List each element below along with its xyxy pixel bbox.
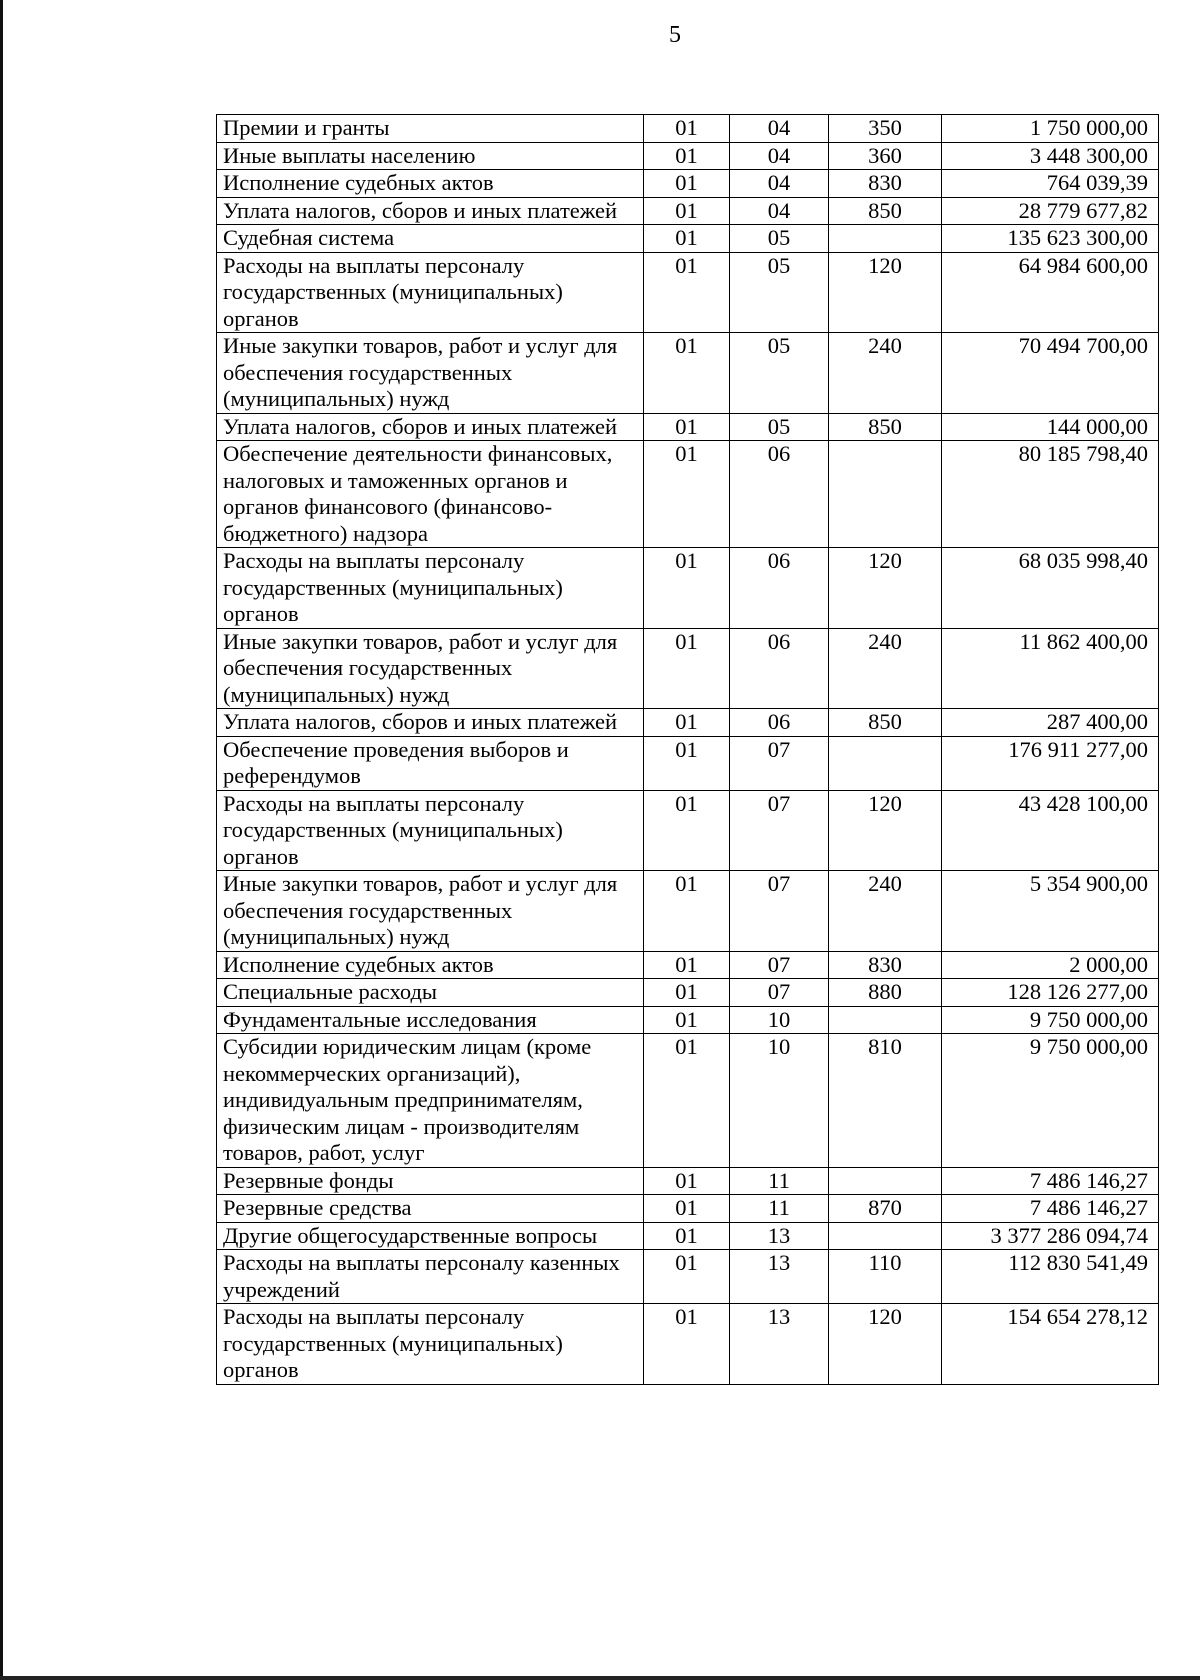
table-row <box>217 871 1159 952</box>
amount-cell: 43 428 100,00 <box>942 790 1159 871</box>
amount-cell: 2 000,00 <box>942 951 1159 979</box>
subsection-code-cell: 13 <box>730 1250 829 1304</box>
section-code-cell: 01 <box>644 413 730 441</box>
expense-type-code-cell: 110 <box>829 1250 942 1304</box>
expense-name-cell: Исполнение судебных актов <box>217 170 644 198</box>
amount-cell: 3 448 300,00 <box>942 142 1159 170</box>
subsection-code-cell: 05 <box>730 413 829 441</box>
expense-type-code-cell <box>829 441 942 548</box>
table-row <box>217 1034 1159 1168</box>
section-code-cell: 01 <box>644 225 730 253</box>
expense-type-code-cell <box>829 1167 942 1195</box>
expense-name-cell: Расходы на выплаты персоналу государственных (муниципальных) органов <box>217 1304 644 1385</box>
amount-cell: 80 185 798,40 <box>942 441 1159 548</box>
subsection-code-cell: 04 <box>730 142 829 170</box>
subsection-code-cell: 05 <box>730 333 829 414</box>
expense-type-code-cell: 120 <box>829 252 942 333</box>
subsection-code-cell: 04 <box>730 197 829 225</box>
page-edge-left <box>0 0 3 1680</box>
expense-type-code-cell <box>829 1006 942 1034</box>
section-code-cell: 01 <box>644 790 730 871</box>
expense-name-cell: Расходы на выплаты персоналу государственных (муниципальных) органов <box>217 548 644 629</box>
expense-type-code-cell: 350 <box>829 115 942 143</box>
expense-name-cell: Фундаментальные исследования <box>217 1006 644 1034</box>
table-row <box>217 252 1159 333</box>
expense-type-code-cell: 880 <box>829 979 942 1007</box>
amount-cell: 135 623 300,00 <box>942 225 1159 253</box>
expense-name-cell: Иные закупки товаров, работ и услуг для обеспечения государственных (муниципальных) нужд <box>217 628 644 709</box>
table-row <box>217 441 1159 548</box>
table-row <box>217 1006 1159 1034</box>
expense-type-code-cell: 830 <box>829 170 942 198</box>
subsection-code-cell: 07 <box>730 871 829 952</box>
section-code-cell: 01 <box>644 1222 730 1250</box>
expense-type-code-cell: 240 <box>829 871 942 952</box>
table-row <box>217 1222 1159 1250</box>
expense-type-code-cell: 240 <box>829 333 942 414</box>
amount-cell: 176 911 277,00 <box>942 736 1159 790</box>
table-row <box>217 548 1159 629</box>
expense-type-code-cell: 120 <box>829 548 942 629</box>
expense-name-cell: Уплата налогов, сборов и иных платежей <box>217 413 644 441</box>
section-code-cell: 01 <box>644 252 730 333</box>
expense-type-code-cell: 850 <box>829 709 942 737</box>
amount-cell: 3 377 286 094,74 <box>942 1222 1159 1250</box>
expense-name-cell: Обеспечение деятельности финансовых, налоговых и таможенных органов и органов финансового (финансово-бюджетного) надзора <box>217 441 644 548</box>
amount-cell: 9 750 000,00 <box>942 1034 1159 1168</box>
expense-type-code-cell: 360 <box>829 142 942 170</box>
section-code-cell: 01 <box>644 1006 730 1034</box>
amount-cell: 11 862 400,00 <box>942 628 1159 709</box>
amount-cell: 287 400,00 <box>942 709 1159 737</box>
expense-type-code-cell: 850 <box>829 413 942 441</box>
table-row <box>217 709 1159 737</box>
subsection-code-cell: 06 <box>730 548 829 629</box>
table-row <box>217 1167 1159 1195</box>
subsection-code-cell: 10 <box>730 1006 829 1034</box>
subsection-code-cell: 05 <box>730 225 829 253</box>
subsection-code-cell: 05 <box>730 252 829 333</box>
amount-cell: 1 750 000,00 <box>942 115 1159 143</box>
subsection-code-cell: 07 <box>730 951 829 979</box>
table-row <box>217 225 1159 253</box>
expense-name-cell: Специальные расходы <box>217 979 644 1007</box>
expense-type-code-cell: 870 <box>829 1195 942 1223</box>
subsection-code-cell: 11 <box>730 1195 829 1223</box>
expense-name-cell: Иные закупки товаров, работ и услуг для обеспечения государственных (муниципальных) нужд <box>217 871 644 952</box>
subsection-code-cell: 11 <box>730 1167 829 1195</box>
subsection-code-cell: 10 <box>730 1034 829 1168</box>
expense-name-cell: Премии и гранты <box>217 115 644 143</box>
subsection-code-cell: 06 <box>730 441 829 548</box>
subsection-code-cell: 07 <box>730 979 829 1007</box>
table-row <box>217 142 1159 170</box>
amount-cell: 128 126 277,00 <box>942 979 1159 1007</box>
section-code-cell: 01 <box>644 142 730 170</box>
expense-name-cell: Расходы на выплаты персоналу государственных (муниципальных) органов <box>217 252 644 333</box>
amount-cell: 7 486 146,27 <box>942 1195 1159 1223</box>
section-code-cell: 01 <box>644 628 730 709</box>
section-code-cell: 01 <box>644 951 730 979</box>
table-row <box>217 979 1159 1007</box>
expense-type-code-cell: 120 <box>829 1304 942 1385</box>
expense-type-code-cell <box>829 225 942 253</box>
expense-name-cell: Исполнение судебных актов <box>217 951 644 979</box>
amount-cell: 68 035 998,40 <box>942 548 1159 629</box>
amount-cell: 764 039,39 <box>942 170 1159 198</box>
section-code-cell: 01 <box>644 736 730 790</box>
expense-name-cell: Другие общегосударственные вопросы <box>217 1222 644 1250</box>
section-code-cell: 01 <box>644 333 730 414</box>
amount-cell: 144 000,00 <box>942 413 1159 441</box>
expense-name-cell: Уплата налогов, сборов и иных платежей <box>217 197 644 225</box>
section-code-cell: 01 <box>644 1195 730 1223</box>
section-code-cell: 01 <box>644 441 730 548</box>
expense-type-code-cell: 830 <box>829 951 942 979</box>
amount-cell: 5 354 900,00 <box>942 871 1159 952</box>
section-code-cell: 01 <box>644 1034 730 1168</box>
expense-name-cell: Расходы на выплаты персоналу казенных учреждений <box>217 1250 644 1304</box>
section-code-cell: 01 <box>644 170 730 198</box>
expense-name-cell: Резервные средства <box>217 1195 644 1223</box>
table-row <box>217 1304 1159 1385</box>
subsection-code-cell: 13 <box>730 1222 829 1250</box>
section-code-cell: 01 <box>644 1250 730 1304</box>
section-code-cell: 01 <box>644 197 730 225</box>
expense-name-cell: Субсидии юридическим лицам (кроме некоммерческих организаций), индивидуальным предпринимателям, физическим лицам - производителям товаров, работ, услуг <box>217 1034 644 1168</box>
expense-name-cell: Иные выплаты населению <box>217 142 644 170</box>
expense-type-code-cell <box>829 736 942 790</box>
table-row <box>217 951 1159 979</box>
subsection-code-cell: 06 <box>730 628 829 709</box>
expense-type-code-cell <box>829 1222 942 1250</box>
table-row <box>217 736 1159 790</box>
section-code-cell: 01 <box>644 1167 730 1195</box>
amount-cell: 70 494 700,00 <box>942 333 1159 414</box>
table-row <box>217 115 1159 143</box>
amount-cell: 28 779 677,82 <box>942 197 1159 225</box>
subsection-code-cell: 04 <box>730 115 829 143</box>
section-code-cell: 01 <box>644 1304 730 1385</box>
subsection-code-cell: 07 <box>730 790 829 871</box>
expense-type-code-cell: 850 <box>829 197 942 225</box>
table-row <box>217 170 1159 198</box>
table-row <box>217 333 1159 414</box>
table-row <box>217 413 1159 441</box>
section-code-cell: 01 <box>644 115 730 143</box>
section-code-cell: 01 <box>644 871 730 952</box>
section-code-cell: 01 <box>644 548 730 629</box>
expense-type-code-cell: 810 <box>829 1034 942 1168</box>
amount-cell: 154 654 278,12 <box>942 1304 1159 1385</box>
page-edge-bottom <box>0 1676 1200 1680</box>
subsection-code-cell: 06 <box>730 709 829 737</box>
section-code-cell: 01 <box>644 709 730 737</box>
subsection-code-cell: 13 <box>730 1304 829 1385</box>
expense-name-cell: Уплата налогов, сборов и иных платежей <box>217 709 644 737</box>
expense-name-cell: Обеспечение проведения выборов и референдумов <box>217 736 644 790</box>
subsection-code-cell: 04 <box>730 170 829 198</box>
table-row <box>217 628 1159 709</box>
budget-table <box>216 114 1159 1385</box>
amount-cell: 112 830 541,49 <box>942 1250 1159 1304</box>
page-number: 5 <box>669 22 681 48</box>
expense-name-cell: Судебная система <box>217 225 644 253</box>
amount-cell: 64 984 600,00 <box>942 252 1159 333</box>
table-row <box>217 197 1159 225</box>
amount-cell: 9 750 000,00 <box>942 1006 1159 1034</box>
expense-name-cell: Иные закупки товаров, работ и услуг для обеспечения государственных (муниципальных) нужд <box>217 333 644 414</box>
table-row <box>217 1195 1159 1223</box>
subsection-code-cell: 07 <box>730 736 829 790</box>
table-row <box>217 1250 1159 1304</box>
table-body <box>217 115 1159 1385</box>
section-code-cell: 01 <box>644 979 730 1007</box>
expense-type-code-cell: 240 <box>829 628 942 709</box>
amount-cell: 7 486 146,27 <box>942 1167 1159 1195</box>
expense-name-cell: Резервные фонды <box>217 1167 644 1195</box>
table-row <box>217 790 1159 871</box>
expense-type-code-cell: 120 <box>829 790 942 871</box>
expense-name-cell: Расходы на выплаты персоналу государственных (муниципальных) органов <box>217 790 644 871</box>
